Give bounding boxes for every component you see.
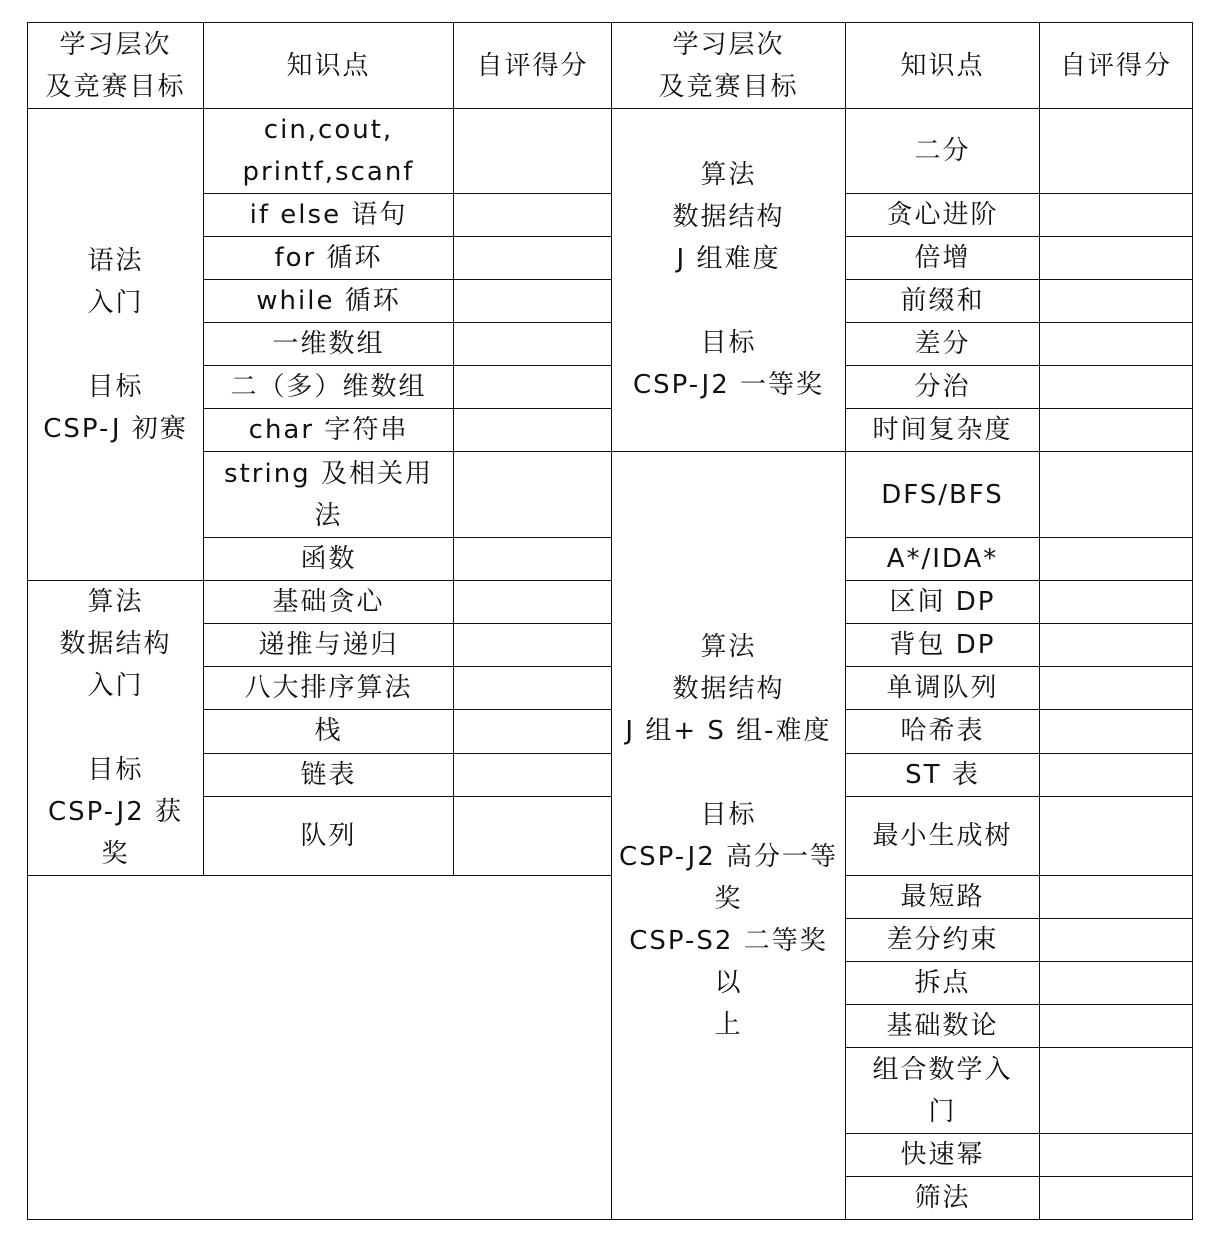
topic-cell: [846, 1177, 1040, 1220]
left-goal-line: 目标: [87, 755, 144, 785]
topic-label: while 循环: [256, 286, 401, 316]
topic-cell: [846, 753, 1040, 796]
topic-label: 函数: [300, 544, 357, 574]
topic-label: 基础数论: [886, 1011, 999, 1041]
score-cell[interactable]: [454, 667, 612, 710]
table-row: [28, 581, 1193, 624]
right-goal-line: CSP-J2 一等奖: [632, 370, 825, 400]
topic-label: 倍增: [914, 243, 971, 273]
topic-cell: [846, 624, 1040, 667]
self-assessment-table: [27, 22, 1193, 1220]
score-cell[interactable]: [1040, 876, 1193, 919]
topic-label: 队列: [300, 820, 357, 851]
topic-cell: [204, 109, 454, 194]
score-cell[interactable]: [454, 109, 612, 194]
topic-cell: [846, 796, 1040, 875]
right-goal-line: 数据结构: [672, 202, 785, 232]
right-goal-line: 目标: [700, 328, 757, 358]
left-level-goal-1: [28, 581, 204, 876]
topic-cell: [204, 452, 454, 538]
topic-cell: [204, 667, 454, 710]
right-goal-line: 目标: [700, 799, 757, 830]
score-cell[interactable]: [1040, 237, 1193, 280]
left-goal-line: CSP-J 初赛: [43, 413, 188, 444]
header-level-line2: 及竞赛目标: [658, 71, 799, 102]
score-cell[interactable]: [1040, 323, 1193, 366]
topic-label: 分治: [914, 372, 971, 402]
topic-label: 链表: [300, 759, 357, 790]
topic-cell: [204, 710, 454, 753]
table-row: [28, 109, 1193, 194]
topic-label: 背包 DP: [889, 630, 996, 661]
topic-label: 递推与递归: [258, 630, 399, 661]
topic-label: printf,scanf: [242, 157, 415, 187]
topic-cell: [846, 581, 1040, 624]
topic-label: for 循环: [274, 243, 383, 273]
topic-cell: [846, 538, 1040, 581]
topic-cell: [204, 796, 454, 875]
blank-merged-cell: [28, 876, 612, 1220]
left-goal-line: 数据结构: [59, 629, 172, 659]
score-cell[interactable]: [1040, 280, 1193, 323]
topic-cell: [846, 1134, 1040, 1177]
topic-label: if else 语句: [249, 200, 408, 230]
topic-label: 贪心进阶: [886, 200, 999, 230]
topic-cell: [204, 753, 454, 796]
topic-label: 前缀和: [900, 286, 985, 316]
score-cell[interactable]: [1040, 1048, 1193, 1134]
score-cell[interactable]: [454, 581, 612, 624]
topic-label: cin,cout,: [263, 115, 394, 145]
topic-cell: [846, 409, 1040, 452]
topic-cell: [846, 919, 1040, 962]
score-cell[interactable]: [1040, 710, 1193, 753]
left-level-goal-0: [28, 109, 204, 581]
header-score-right: 自评得分: [1040, 23, 1193, 109]
score-cell[interactable]: [1040, 962, 1193, 1005]
topic-cell: [846, 876, 1040, 919]
header-level-line2: 及竞赛目标: [45, 71, 186, 102]
score-cell[interactable]: [1040, 452, 1193, 538]
topic-label: ST 表: [905, 759, 980, 790]
topic-label: 哈希表: [900, 716, 985, 747]
table-row: [28, 876, 1193, 919]
score-cell[interactable]: [454, 409, 612, 452]
topic-cell: [846, 237, 1040, 280]
topic-cell: [204, 409, 454, 452]
right-goal-line: CSP-S2 二等奖以: [629, 925, 828, 998]
topic-label: 组合数学入: [872, 1054, 1013, 1085]
right-level-goal-1: [612, 452, 846, 1220]
score-cell[interactable]: [454, 194, 612, 237]
topic-cell: [846, 366, 1040, 409]
topic-label: 门: [928, 1096, 957, 1127]
left-goal-line: CSP-J2 获: [47, 797, 184, 827]
score-cell[interactable]: [454, 366, 612, 409]
score-cell[interactable]: [1040, 667, 1193, 710]
topic-label: 栈: [314, 716, 343, 747]
right-goal-line: J 组+ S 组-难度: [625, 715, 832, 746]
topic-label: 基础贪心: [272, 587, 385, 618]
header-level-right: [612, 23, 846, 109]
right-goal-line: 算法: [700, 631, 757, 662]
right-goal-line: 算法: [700, 160, 757, 190]
topic-cell: [846, 962, 1040, 1005]
topic-cell: [204, 366, 454, 409]
right-goal-line: [618, 280, 839, 322]
topic-cell: [204, 538, 454, 581]
header-level-line1: 学习层次: [59, 29, 172, 60]
topic-cell: [846, 109, 1040, 194]
topic-cell: [846, 667, 1040, 710]
left-goal-line: 目标: [87, 371, 144, 402]
left-goal-line: 算法: [87, 587, 144, 617]
topic-label: 最短路: [900, 882, 985, 912]
score-cell[interactable]: [454, 452, 612, 538]
score-cell[interactable]: [1040, 796, 1193, 875]
score-cell[interactable]: [454, 624, 612, 667]
right-goal-line: J 组难度: [676, 244, 781, 274]
topic-label: 法: [314, 500, 343, 531]
header-level-left: [28, 23, 204, 109]
score-cell[interactable]: [1040, 194, 1193, 237]
right-goal-line: CSP-J2 高分一等: [618, 841, 839, 872]
topic-label: 八大排序算法: [244, 673, 413, 704]
topic-label: DFS/BFS: [881, 479, 1004, 510]
topic-label: string 及相关用: [224, 458, 433, 489]
topic-cell: [204, 194, 454, 237]
topic-cell: [204, 237, 454, 280]
topic-cell: [846, 452, 1040, 538]
score-cell[interactable]: [1040, 1005, 1193, 1048]
score-cell[interactable]: [454, 280, 612, 323]
score-cell[interactable]: [1040, 538, 1193, 581]
score-cell[interactable]: [454, 796, 612, 875]
header-level-line1: 学习层次: [672, 29, 785, 60]
score-cell[interactable]: [454, 323, 612, 366]
header-topic-right: 知识点: [846, 23, 1040, 109]
topic-label: 最小生成树: [872, 820, 1013, 851]
topic-label: 单调队列: [886, 673, 999, 704]
score-cell[interactable]: [1040, 581, 1193, 624]
left-goal-line: [34, 707, 197, 749]
topic-cell: [846, 710, 1040, 753]
topic-cell: [846, 194, 1040, 237]
topic-label: A*/IDA*: [886, 544, 999, 574]
score-cell[interactable]: [1040, 753, 1193, 796]
right-goal-line: 上: [714, 1009, 743, 1040]
score-cell[interactable]: [1040, 409, 1193, 452]
left-goal-line: 奖: [101, 839, 130, 869]
left-goal-line: 语法: [87, 245, 144, 276]
score-cell[interactable]: [1040, 624, 1193, 667]
left-goal-line: 入门: [87, 671, 144, 701]
header-row: [28, 23, 1193, 109]
topic-label: 筛法: [914, 1183, 971, 1213]
score-cell[interactable]: [454, 538, 612, 581]
header-topic-left: 知识点: [204, 23, 454, 109]
topic-label: char 字符串: [248, 415, 409, 445]
score-cell[interactable]: [454, 710, 612, 753]
right-goal-line: 奖: [714, 883, 743, 914]
right-goal-line: 数据结构: [672, 673, 785, 704]
left-goal-line: [34, 324, 197, 366]
topic-label: 差分: [914, 329, 971, 359]
topic-label: 二分: [914, 136, 971, 166]
topic-cell: [846, 280, 1040, 323]
score-cell[interactable]: [454, 237, 612, 280]
score-cell[interactable]: [1040, 919, 1193, 962]
score-cell[interactable]: [1040, 1134, 1193, 1177]
topic-cell: [204, 624, 454, 667]
topic-cell: [204, 581, 454, 624]
topic-cell: [846, 323, 1040, 366]
header-score-left: 自评得分: [454, 23, 612, 109]
topic-label: 快速幂: [900, 1140, 985, 1170]
topic-label: 二（多）维数组: [230, 372, 427, 402]
score-cell[interactable]: [1040, 1177, 1193, 1220]
topic-label: 拆点: [914, 968, 971, 998]
left-goal-line: 入门: [87, 287, 144, 318]
topic-cell: [204, 280, 454, 323]
topic-label: 差分约束: [886, 925, 999, 955]
score-cell[interactable]: [1040, 109, 1193, 194]
score-cell[interactable]: [1040, 366, 1193, 409]
topic-label: 时间复杂度: [872, 415, 1013, 445]
right-goal-line: [618, 752, 839, 794]
topic-cell: [846, 1005, 1040, 1048]
topic-label: 区间 DP: [889, 587, 996, 618]
topic-label: 一维数组: [272, 329, 385, 359]
right-level-goal-0: [612, 109, 846, 452]
score-cell[interactable]: [454, 753, 612, 796]
topic-cell: [204, 323, 454, 366]
topic-cell: [846, 1048, 1040, 1134]
